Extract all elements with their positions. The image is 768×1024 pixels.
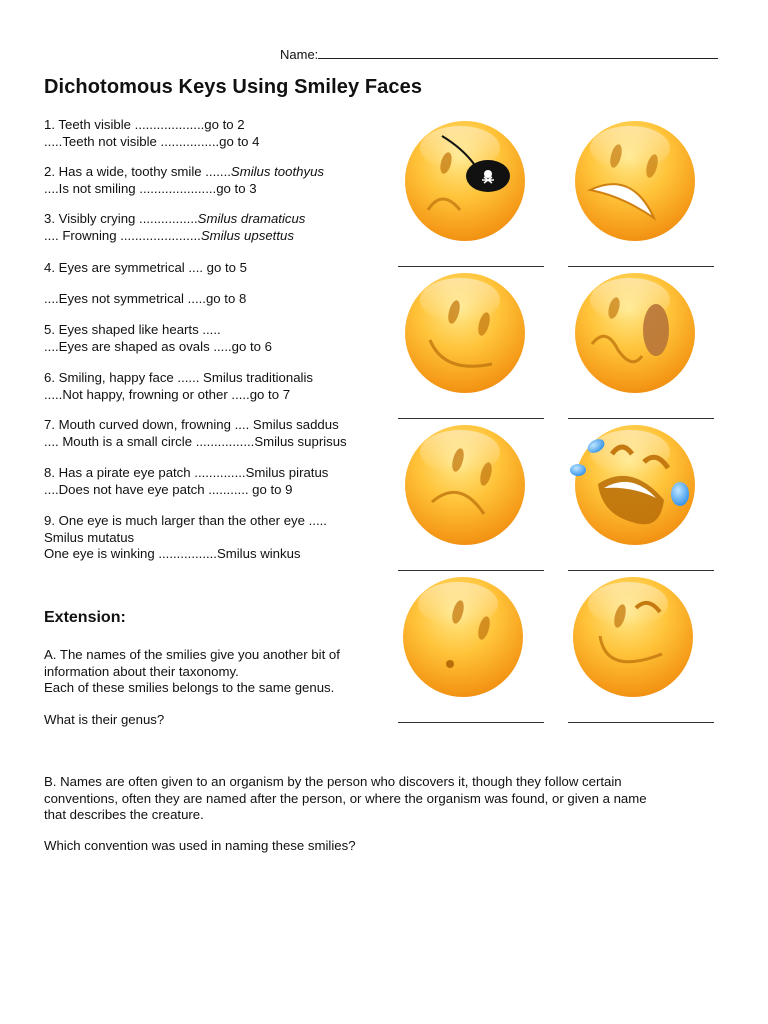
name-label: Name: bbox=[280, 47, 319, 62]
key-step-9: 9. One eye is much larger than the other eye ..... Smilus mutatus One eye is winking ................Smilus winkus bbox=[44, 513, 327, 561]
surprised-smiley-image bbox=[400, 574, 526, 700]
winking-smiley-image bbox=[570, 574, 696, 700]
traditional-smiley-image bbox=[402, 270, 528, 396]
answer-line-face-4[interactable] bbox=[568, 418, 714, 419]
answer-line-face-1[interactable] bbox=[398, 266, 544, 267]
extension-b-text: B. Names are often given to an organism by the person who discovers it, though they follow certain conventions, often they are named after the person, or where the organism was found, or given a name that describes the creature. bbox=[44, 774, 647, 822]
answer-line-face-8[interactable] bbox=[568, 722, 714, 723]
extension-b-question: Which convention was used in naming these smilies? bbox=[44, 838, 356, 853]
answer-line-face-2[interactable] bbox=[568, 266, 714, 267]
extension-a-question: What is their genus? bbox=[44, 712, 165, 727]
answer-line-face-6[interactable] bbox=[568, 570, 714, 571]
answer-line-face-5[interactable] bbox=[398, 570, 544, 571]
answer-line-face-7[interactable] bbox=[398, 722, 544, 723]
extension-a-text: A. The names of the smilies give you another bit of information about their taxonomy. Each of these smilies belongs to the same genus. bbox=[44, 647, 340, 695]
key-step-4b: ....Eyes not symmetrical .....go to 8 bbox=[44, 291, 247, 306]
pirate-smiley-image bbox=[402, 118, 528, 244]
mutant-smiley-image bbox=[572, 270, 698, 396]
extension-heading: Extension: bbox=[44, 609, 126, 626]
sad-smiley-image bbox=[402, 422, 528, 548]
name-field[interactable] bbox=[280, 46, 718, 62]
key-step-4: 4. Eyes are symmetrical .... go to 5 bbox=[44, 260, 248, 275]
key-step-7: 7. Mouth curved down, frowning .... Smilus saddus .... Mouth is a small circle ................Smilus suprisus bbox=[44, 417, 347, 449]
toothy-smiley-image bbox=[572, 118, 698, 244]
page-title: Dichotomous Keys Using Smiley Faces bbox=[44, 76, 423, 98]
key-step-6: 6. Smiling, happy face ...... Smilus traditionalis .....Not happy, frowning or other .....go to 7 bbox=[44, 370, 313, 402]
key-step-2: 2. Has a wide, toothy smile .......Smilus toothyus ....Is not smiling .....................go to 3 bbox=[44, 164, 324, 196]
answer-line-face-3[interactable] bbox=[398, 418, 544, 419]
key-step-8: 8. Has a pirate eye patch ..............Smilus piratus ....Does not have eye patch ........... go to 9 bbox=[44, 465, 329, 497]
name-blank-line[interactable] bbox=[318, 46, 718, 59]
key-step-5: 5. Eyes shaped like hearts ..... ....Eyes are shaped as ovals .....go to 6 bbox=[44, 322, 272, 354]
key-step-3: 3. Visibly crying ................Smilus dramaticus .... Frowning ......................Smilus upsettus bbox=[44, 211, 306, 243]
key-step-1: 1. Teeth visible ...................go to 2 .....Teeth not visible ................go to 4 bbox=[44, 117, 260, 149]
crying-smiley-image bbox=[572, 422, 698, 548]
